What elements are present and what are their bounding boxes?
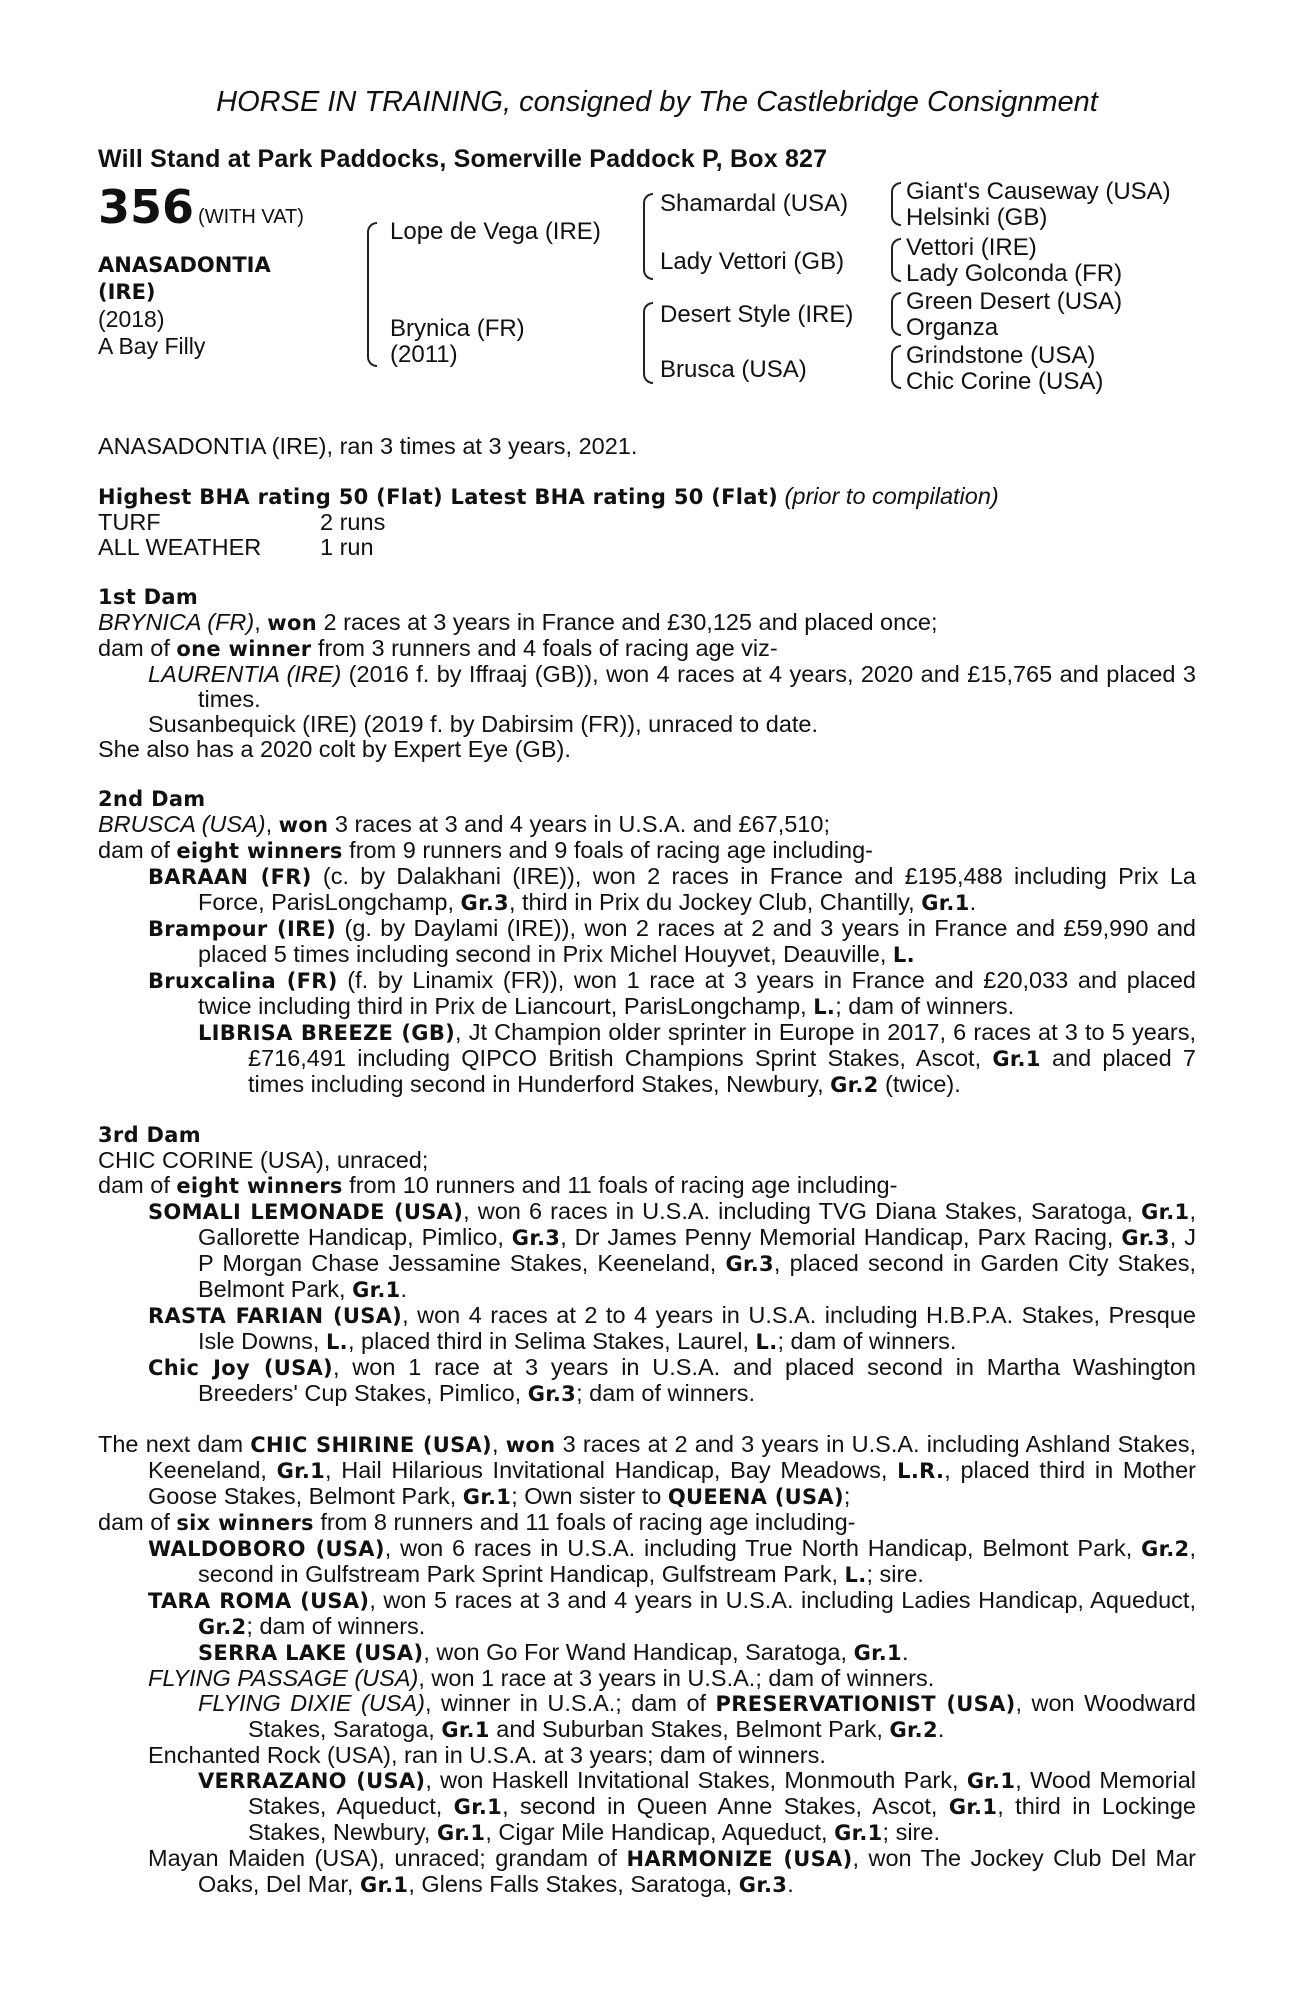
text-run: six winners	[176, 1511, 314, 1535]
text-run: L.	[892, 943, 915, 967]
text-run: , Glens Falls Stakes, Saratoga,	[408, 1871, 739, 1897]
pedigree-dam-year: (2011)	[390, 341, 458, 368]
text-run: FLYING DIXIE (USA)	[198, 1690, 425, 1716]
next-dam-line1	[98, 1432, 1196, 1510]
pedigree-sire-sire: Shamardal (USA)	[660, 190, 849, 217]
text-run: (c. by Dalakhani (IRE)), won 2 races in France and £195,488 including Prix La Force, ParisLongchamp,	[198, 863, 1196, 915]
text-run: and Suburban Stakes, Belmont Park,	[489, 1716, 890, 1742]
pedigree-g8: Chic Corine (USA)	[906, 368, 1104, 395]
rating-bold: Highest BHA rating 50 (Flat) Latest BHA rating 50 (Flat)	[98, 485, 779, 509]
pedigree-g6: Organza	[906, 314, 999, 341]
text-run: Gr.1	[276, 1459, 326, 1483]
horse-year: (2018)	[98, 306, 165, 332]
next-dam-produce-3	[98, 1666, 1196, 1691]
text-run: Chic Joy (USA)	[148, 1356, 333, 1380]
rating-line	[98, 484, 1196, 510]
next-dam-produce-2-foal	[98, 1640, 1196, 1666]
turf-row	[98, 510, 1196, 535]
aw-row	[98, 535, 1196, 560]
text-run: from 10 runners and 11 foals of racing age including-	[342, 1172, 898, 1198]
text-run: ; sire.	[882, 1819, 940, 1845]
aw-label: ALL WEATHER	[98, 534, 262, 560]
next-dam-line2	[98, 1510, 1196, 1536]
second-dam-line1	[98, 812, 1196, 838]
text-run: Gr.1	[966, 1769, 1016, 1793]
text-run: ; dam of winners.	[246, 1613, 426, 1639]
text-run: Bruxcalina (FR)	[148, 969, 338, 993]
text-run: from 8 runners and 11 foals of racing age including-	[313, 1509, 856, 1535]
text-run: L.	[813, 995, 836, 1019]
text-run: , Gallorette Handicap, Pimlico,	[198, 1198, 1196, 1250]
text-run: .	[969, 889, 977, 915]
next-dam-produce-1	[98, 1536, 1196, 1588]
third-dam-produce-1	[98, 1199, 1196, 1303]
first-dam-title: 1st Dam	[98, 585, 199, 609]
horse-sex: A Bay Filly	[98, 333, 206, 359]
text-run: ;	[843, 1483, 851, 1509]
next-dam-produce-3-foal	[98, 1691, 1196, 1743]
third-dam-produce-2	[98, 1303, 1196, 1355]
stand-location: Will Stand at Park Paddocks, Somerville Paddock P, Box 827	[98, 145, 828, 173]
text-run: Gr.2	[1141, 1537, 1190, 1561]
pedigree-g4: Lady Golconda (FR)	[906, 260, 1123, 287]
text-run: (f. by Linamix (FR)), won 1 race at 3 years in France and £20,033 and placed twice including third in Prix de Liancourt, ParisLongchamp,	[198, 967, 1196, 1019]
text-run: one winner	[176, 637, 312, 661]
pedigree-g7: Grindstone (USA)	[906, 342, 1096, 369]
text-run: Gr.2	[830, 1073, 879, 1097]
text-run: Gr.1	[853, 1641, 902, 1665]
text-run: Gr.2	[889, 1718, 938, 1742]
text-run: , won 5 races at 3 and 4 years in U.S.A. including Ladies Handicap, Aqueduct,	[369, 1587, 1196, 1613]
text-run: Gr.2	[198, 1615, 247, 1639]
text-run: , Hail Hilarious Invitational Handicap, Bay Meadows,	[325, 1457, 898, 1483]
text-run: eight winners	[176, 1174, 343, 1198]
text-run: , won 1 race at 3 years in U.S.A.; dam of winners.	[418, 1665, 935, 1691]
page-heading: HORSE IN TRAINING, consigned by The Castlebridge Consignment	[216, 86, 1098, 118]
text-run: ; dam of winners.	[576, 1380, 756, 1406]
first-dam-line2	[98, 636, 1196, 662]
brace-g12	[891, 182, 901, 226]
horse-name-line2: (IRE)	[98, 280, 156, 304]
pedigree-g3: Vettori (IRE)	[906, 234, 1037, 261]
text-run: The next dam	[98, 1431, 251, 1457]
text-run: .	[787, 1871, 794, 1897]
next-dam-produce-4: Enchanted Rock (USA), ran in U.S.A. at 3 years; dam of winners.	[148, 1742, 826, 1768]
second-dam-produce-1	[98, 864, 1196, 916]
first-dam-line1	[98, 610, 1196, 636]
horse-name-line1: ANASADONTIA	[98, 253, 271, 277]
text-run: , placed third in Mother Goose Stakes, Belmont Park,	[148, 1457, 1196, 1509]
text-run: Gr.1	[921, 891, 970, 915]
vat-note: (WITH VAT)	[198, 206, 304, 228]
text-run: TARA ROMA (USA)	[148, 1589, 370, 1613]
text-run: Gr.1	[359, 1873, 409, 1897]
text-run: (g. by Daylami (IRE)), won 2 races at 2 and 3 years in France and £59,990 and placed 5 times including second in Prix Michel Houyvet, Deauville,	[198, 915, 1196, 967]
brace-main	[367, 222, 377, 367]
lot-number: 356	[98, 180, 195, 234]
text-run: L.	[844, 1563, 867, 1587]
brace-g34	[891, 238, 901, 282]
text-run: Gr.3	[1121, 1226, 1170, 1250]
text-run: QUEENA (USA)	[667, 1485, 844, 1509]
pedigree-g5: Green Desert (USA)	[906, 288, 1123, 315]
catalogue-body	[98, 434, 1196, 1898]
text-run: Gr.3	[511, 1226, 561, 1250]
first-dam-produce-1	[98, 662, 1196, 712]
second-dam-produce-3-foal	[98, 1020, 1196, 1098]
text-run: , Wood Memorial Stakes, Aqueduct,	[248, 1767, 1196, 1819]
text-run: , second in Gulfstream Park Sprint Handicap, Gulfstream Park,	[198, 1535, 1196, 1587]
text-run: WALDOBORO (USA)	[148, 1537, 385, 1561]
text-run: Gr.1	[453, 1795, 503, 1819]
pedigree-dam-dam: Brusca (USA)	[660, 356, 807, 383]
third-dam-line2	[98, 1173, 1196, 1199]
text-run: dam of	[98, 635, 177, 661]
text-run: PRESERVATIONIST (USA)	[715, 1692, 1016, 1716]
text-run: Gr.1	[441, 1718, 490, 1742]
text-run: , won 1 race at 3 years in U.S.A. and placed second in Martha Washington Breeders' Cup Stakes, Pimlico,	[198, 1354, 1196, 1406]
text-run: Gr.1	[352, 1278, 401, 1302]
text-run: Mayan Maiden (USA), unraced; grandam of	[148, 1845, 627, 1871]
text-run: BRUSCA (USA)	[98, 811, 266, 837]
text-run: Gr.3	[738, 1873, 788, 1897]
brace-g56	[891, 292, 901, 336]
text-run: (twice).	[878, 1071, 961, 1097]
text-run: , placed second in Garden City Stakes, Belmont Park,	[198, 1250, 1196, 1302]
race-summary: ANASADONTIA (IRE), ran 3 times at 3 years, 2021.	[98, 433, 638, 459]
second-dam-title: 2nd Dam	[98, 787, 206, 811]
lot-block	[98, 180, 304, 360]
text-run: Gr.3	[460, 891, 509, 915]
pedigree-sire: Lope de Vega (IRE)	[390, 218, 601, 245]
text-run: eight winners	[176, 839, 343, 863]
text-run: , winner in U.S.A.; dam of	[424, 1690, 716, 1716]
text-run: , J P Morgan Chase Jessamine Stakes, Keeneland,	[198, 1224, 1196, 1276]
text-run: , third in Prix du Jockey Club, Chantilly,	[508, 889, 922, 915]
text-run: , placed third in Selima Stakes, Laurel,	[347, 1328, 756, 1354]
text-run: .	[400, 1276, 408, 1302]
next-dam-produce-4-foal	[98, 1768, 1196, 1846]
third-dam-line1: CHIC CORINE (USA), unraced;	[98, 1147, 429, 1173]
text-run: RASTA FARIAN (USA)	[148, 1304, 403, 1328]
pedigree-g2: Helsinki (GB)	[906, 204, 1048, 231]
turf-label: TURF	[98, 509, 161, 535]
text-run: won	[267, 611, 317, 635]
text-run: , won 6 races in U.S.A. including True North Handicap, Belmont Park,	[384, 1535, 1142, 1561]
next-dam-produce-2	[98, 1588, 1196, 1640]
aw-value: 1 run	[320, 534, 374, 560]
text-run: , won Haskell Invitational Stakes, Monmouth Park,	[425, 1767, 967, 1793]
text-run: dam of	[98, 837, 177, 863]
second-dam-line2	[98, 838, 1196, 864]
text-run: , won 4 races at 2 to 4 years in U.S.A. including H.B.P.A. Stakes, Presque Isle Downs,	[198, 1302, 1197, 1354]
text-run: 3 races at 2 and 3 years in U.S.A. including Ashland Stakes, Keeneland,	[148, 1431, 1196, 1483]
first-dam-produce-3: She also has a 2020 colt by Expert Eye (GB).	[98, 736, 571, 762]
text-run: VERRAZANO (USA)	[198, 1769, 426, 1793]
text-run: LIBRISA BREEZE (GB)	[198, 1021, 456, 1045]
text-run: 3 races at 3 and 4 years in U.S.A. and £67,510;	[328, 811, 830, 837]
text-run: LAURENTIA (IRE)	[148, 661, 342, 687]
text-run: , won Woodward Stakes, Saratoga,	[248, 1690, 1196, 1742]
text-run: Gr.1	[948, 1795, 998, 1819]
brace-sire	[643, 193, 653, 280]
text-run: Gr.3	[527, 1382, 577, 1406]
third-dam-produce-3	[98, 1355, 1196, 1407]
text-run: SERRA LAKE (USA)	[198, 1641, 424, 1665]
text-run: HARMONIZE (USA)	[626, 1847, 853, 1871]
text-run: Gr.1	[436, 1821, 486, 1845]
brace-dam	[643, 302, 653, 384]
rating-note: (prior to compilation)	[784, 483, 999, 509]
second-dam-produce-2	[98, 916, 1196, 968]
text-run: ; sire.	[866, 1561, 924, 1587]
text-run: 2 races at 3 years in France and £30,125 and placed once;	[316, 609, 938, 635]
text-run: L.	[755, 1330, 778, 1354]
pedigree-g1: Giant's Causeway (USA)	[906, 178, 1171, 205]
text-run: ,	[491, 1431, 506, 1457]
text-run: Brampour (IRE)	[148, 917, 337, 941]
third-dam-title: 3rd Dam	[98, 1123, 201, 1147]
text-run: ; dam of winners.	[777, 1328, 957, 1354]
text-run: SOMALI LEMONADE (USA)	[148, 1200, 464, 1224]
text-run: ,	[254, 609, 268, 635]
text-run: CHIC SHIRINE (USA)	[250, 1433, 492, 1457]
text-run: ; Own sister to	[511, 1483, 668, 1509]
text-run: L.	[326, 1330, 348, 1354]
text-run: dam of	[98, 1172, 177, 1198]
text-run: ; dam of winners.	[835, 993, 1015, 1019]
text-run: FLYING PASSAGE (USA)	[148, 1665, 419, 1691]
pedigree-dam: Brynica (FR)	[390, 315, 525, 342]
text-run: , Dr James Penny Memorial Handicap, Parx Racing,	[560, 1224, 1122, 1250]
first-dam-produce-2: Susanbequick (IRE) (2019 f. by Dabirsim (FR)), unraced to date.	[148, 711, 819, 737]
pedigree-sire-dam: Lady Vettori (GB)	[660, 248, 845, 275]
text-run: , second in Queen Anne Stakes, Ascot,	[502, 1793, 949, 1819]
text-run: Gr.3	[725, 1252, 774, 1276]
text-run: and placed 7 times including second in Hunderford Stakes, Newbury,	[248, 1045, 1196, 1097]
text-run: Gr.1	[462, 1485, 512, 1509]
pedigree-dam-sire: Desert Style (IRE)	[660, 301, 854, 328]
text-run: dam of	[98, 1509, 177, 1535]
text-run: , third in Lockinge Stakes, Newbury,	[248, 1793, 1196, 1845]
text-run: from 9 runners and 9 foals of racing age including-	[342, 837, 874, 863]
text-run: ,	[265, 811, 279, 837]
text-run: Gr.1	[992, 1047, 1041, 1071]
second-dam-produce-3	[98, 968, 1196, 1020]
text-run: L.R.	[897, 1459, 945, 1483]
text-run: , won 6 races in U.S.A. including TVG Diana Stakes, Saratoga,	[463, 1198, 1142, 1224]
brace-g78	[891, 345, 901, 389]
text-run: , Cigar Mile Handicap, Aqueduct,	[485, 1819, 835, 1845]
text-run: .	[901, 1639, 909, 1665]
text-run: BARAAN (FR)	[148, 865, 312, 889]
text-run: , Jt Champion older sprinter in Europe in 2017, 6 races at 3 to 5 years, £716,491 including QIPCO British Champions Sprint Stakes, Ascot,	[248, 1019, 1196, 1071]
next-dam-produce-5	[98, 1846, 1196, 1898]
text-run: won	[505, 1433, 556, 1457]
text-run: (2016 f. by Iffraaj (GB)), won 4 races at 4 years, 2020 and £15,765 and placed 3 times.	[198, 661, 1196, 712]
text-run: Gr.1	[1141, 1200, 1190, 1224]
text-run: Gr.1	[834, 1821, 883, 1845]
text-run: , won The Jockey Club Del Mar Oaks, Del Mar,	[198, 1845, 1196, 1897]
text-run: BRYNICA (FR)	[98, 609, 255, 635]
text-run: won	[278, 813, 329, 837]
text-run: , won Go For Wand Handicap, Saratoga,	[423, 1639, 854, 1665]
text-run: from 3 runners and 4 foals of racing age viz-	[311, 635, 778, 661]
turf-value: 2 runs	[320, 509, 386, 535]
text-run: .	[937, 1716, 945, 1742]
